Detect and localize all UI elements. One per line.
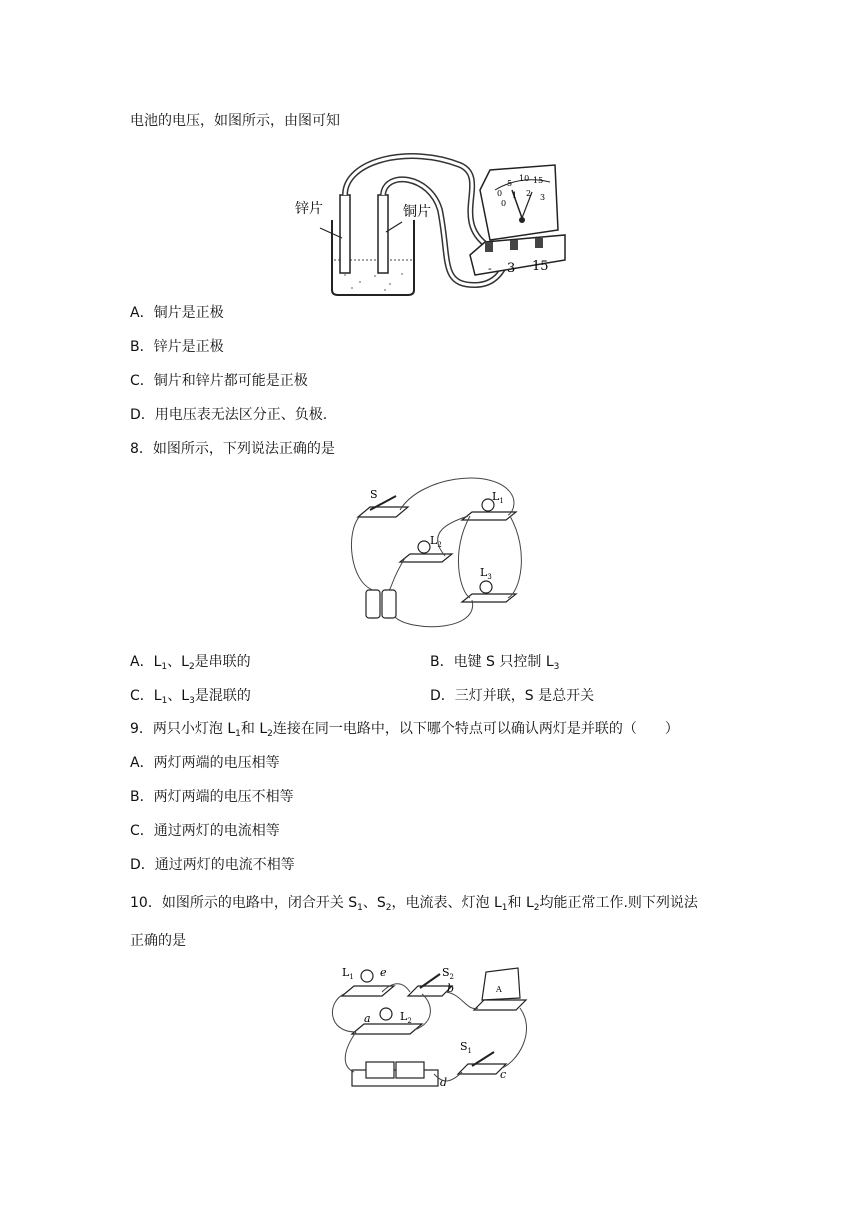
q10-stem-line1: 10．如图所示的电路中，闭合开关 $S_1$、$S_2$，电流表、灯泡 $L_1$和 $L_2$均能正常工作.则下列说法 (130, 895, 698, 913)
q8-option-d: D．三灯并联，S 是总开关 (430, 688, 595, 704)
q8-l1-label: $L_1$ (492, 490, 504, 505)
q10-label-c: c (500, 1068, 507, 1081)
q9-option-a: A．两灯两端的电压相等 (130, 755, 280, 771)
q7-option-c: C．铜片和锌片都可能是正极 (130, 373, 308, 389)
q8-stem: 8．如图所示，下列说法正确的是 (130, 441, 335, 457)
q8-l2-label: $L_2$ (430, 534, 442, 549)
q10-label-e: e (380, 966, 387, 979)
q10-label-a: a (364, 1012, 371, 1025)
q7-copper-label: 铜片 (403, 204, 431, 220)
q10-l1-label: $L_1$ (342, 966, 354, 981)
q8-option-b: B．电键 S 只控制 $L_3$ (430, 654, 560, 672)
svg-text:1: 1 (512, 191, 518, 200)
q7-option-d: D．用电压表无法区分正、负极. (130, 407, 328, 423)
q8-figure-three-lamp-circuit (340, 472, 530, 634)
svg-text:10: 10 (519, 174, 530, 183)
svg-text:0: 0 (501, 199, 507, 208)
q7-terminal-minus: - (488, 262, 492, 275)
q8-option-c: C．$L_1$、$L_3$是混联的 (130, 688, 251, 706)
q7-terminal-15: 15 (532, 259, 549, 274)
q9-option-d: D．通过两灯的电流不相等 (130, 857, 295, 873)
q7-terminal-3: 3 (507, 261, 516, 276)
q8-switch-label: S (370, 488, 378, 501)
q10-figure-circuit (322, 962, 540, 1092)
svg-text:15: 15 (533, 176, 544, 185)
q7-figure-battery-voltmeter (290, 150, 570, 298)
q10-s2-label: $S_2$ (442, 966, 455, 981)
q10-l2-label: $L_2$ (400, 1010, 412, 1025)
svg-text:0: 0 (497, 189, 503, 198)
q9-option-c: C．通过两灯的电流相等 (130, 823, 280, 839)
q7-option-b: B．锌片是正极 (130, 339, 224, 355)
q9-option-b: B．两灯两端的电压不相等 (130, 789, 294, 805)
q8-l3-label: $L_3$ (480, 566, 492, 581)
q10-s1-label: $S_1$ (460, 1040, 473, 1055)
q7-zinc-label: 锌片 (295, 201, 323, 217)
q10-ammeter-label: A (496, 985, 502, 994)
q7-option-a: A．铜片是正极 (130, 305, 224, 321)
q10-label-d: d (440, 1076, 448, 1089)
q10-label-b: b (447, 982, 455, 995)
q10-stem-line2: 正确的是 (130, 933, 186, 949)
q8-option-a: A．$L_1$、$L_2$是串联的 (130, 654, 251, 672)
svg-text:2: 2 (526, 189, 532, 198)
svg-text:5: 5 (507, 179, 513, 188)
q9-stem: 9．两只小灯泡 $L_1$和 $L_2$连接在同一电路中，以下哪个特点可以确认两灯是并联的（ ） (130, 721, 679, 739)
q7-stem-tail: 电池的电压，如图所示，由图可知 (130, 113, 340, 129)
svg-text:3: 3 (540, 193, 546, 202)
